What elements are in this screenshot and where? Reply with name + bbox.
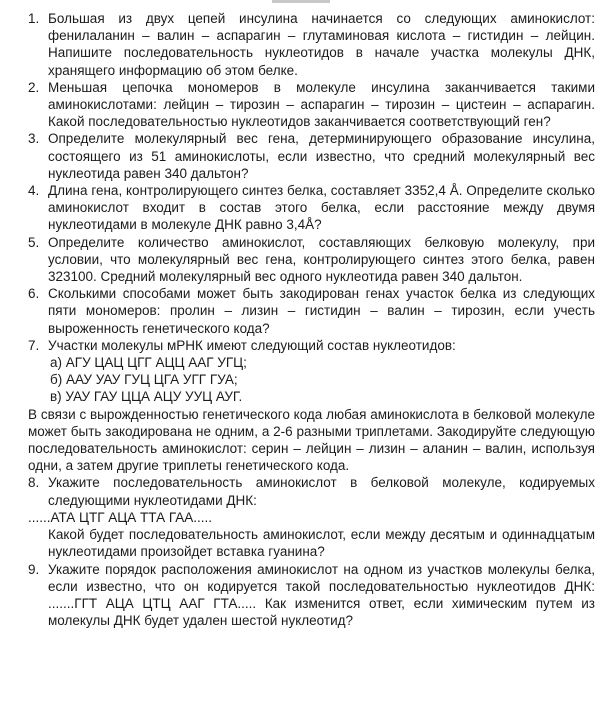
problem-5: [28, 234, 595, 286]
problem-text: Определите молекулярный вес гена, детерминирующего образование инсулина, состоящего из 51 аминокислоты, если известно, что средний молекулярный вес нуклеотида равен 340 дальтон?: [48, 131, 595, 181]
mrna-subitem-a: а) АГУ ЦАЦ ЦГГ АЦЦ ААГ УГЦ;: [50, 355, 247, 371]
problem-7: [28, 337, 595, 406]
cropped-text-artifact: [272, 0, 330, 3]
problem-number: 8.: [28, 475, 40, 491]
problem-text: Укажите последовательность аминокислот в белковой молекуле, кодируемых следующими нуклеотидами ДНК:: [48, 475, 595, 508]
problem-text: Длина гена, контролирующего синтез белка, составляет 3352,4 Å. Определите сколько аминокислот входит в состав этого белка, если расстояние между двумя нуклеотидами в молекуле ДНК равно 3,4Å?: [48, 183, 595, 233]
mrna-subitem-b: б) ААУ УАУ ГУЦ ЦГА УГГ ГУА;: [50, 372, 238, 388]
problem-number: 4.: [28, 183, 40, 199]
problem-number: 3.: [28, 131, 40, 147]
problem-6: [28, 285, 595, 337]
problem-text: Участки молекулы мРНК имеют следующий состав нуклеотидов:: [48, 337, 456, 353]
problem-text: Укажите порядок расположения аминокислот на одном из участков молекулы белка, если известно, что он кодируется такой последовательностью нуклеотидов ДНК: .......ГГТ АЦА ЦТЦ ААГ ГТА..... Как изменится ответ, если химическим путем из молекулы ДНК будет удален шестой нуклеотид?: [48, 561, 595, 629]
mrna-subitem-v: в) УАУ ГАУ ЦЦА АЦУ УУЦ АУГ.: [50, 389, 243, 405]
problem-2: [28, 79, 595, 131]
problem-text: Большая из двух цепей инсулина начинается со следующих аминокислот: фенилаланин – валин – аспарагин – глутаминовая кислота – гистидин – лейцин. Напишите последовательность нуклеотидов в начале участка молекулы ДНК, хранящего информацию об этом белке.: [48, 11, 595, 78]
problem-text: Меньшая цепочка мономеров в молекуле инсулина заканчивается такими аминокислотами: лейцин – тирозин – аспарагин – тирозин – цистеин – аспарагин. Какой последовательностью нуклеотидов заканчивается соответствующий ген?: [48, 79, 595, 130]
problem-text: Сколькими способами может быть закодирован генах участок белка из следующих пяти мономеров: пролин – лизин – гистидин – валин – тирозин, если учесть выроженность генетического кода?: [48, 286, 595, 336]
problem-3: [28, 130, 595, 182]
problem-1: [28, 10, 595, 79]
problem-number: 7.: [28, 337, 40, 353]
problem-8: [28, 474, 595, 560]
problem-number: 5.: [28, 234, 40, 250]
dna-sequence-line: ......АТА ЦТГ АЦА ТТА ГАА.....: [28, 509, 213, 525]
problem-number: 1.: [28, 11, 40, 26]
problem-4: [28, 182, 595, 234]
problem-9: [28, 561, 595, 630]
problem-continuation: Какой будет последовательность аминокислот, если между десятым и одиннадцатым нуклеотидами произойдет вставка гуанина?: [48, 527, 595, 560]
problem-number: 2.: [28, 79, 40, 95]
problem-number: 6.: [28, 286, 40, 302]
problem-text: Определите количество аминокислот, составляющих белковую молекулу, при условии, что молекулярный вес гена, контролирующего синтез этого белка, равен 323100. Средний молекулярный вес одного нуклеотида равен 340 дальтон.: [48, 234, 595, 285]
problem-number: 9.: [28, 561, 40, 577]
paragraph-degeneracy: В связи с вырожденностью генетического кода любая аминокислота в белковой молекуле может быть закодирована не одним, а 2-6 разными триплетами. Закодируйте следующую последовательность аминокислот: серин – лейцин – лизин – аланин – валин, используя одни, а затем другие триплеты генетического кода.: [28, 406, 595, 474]
